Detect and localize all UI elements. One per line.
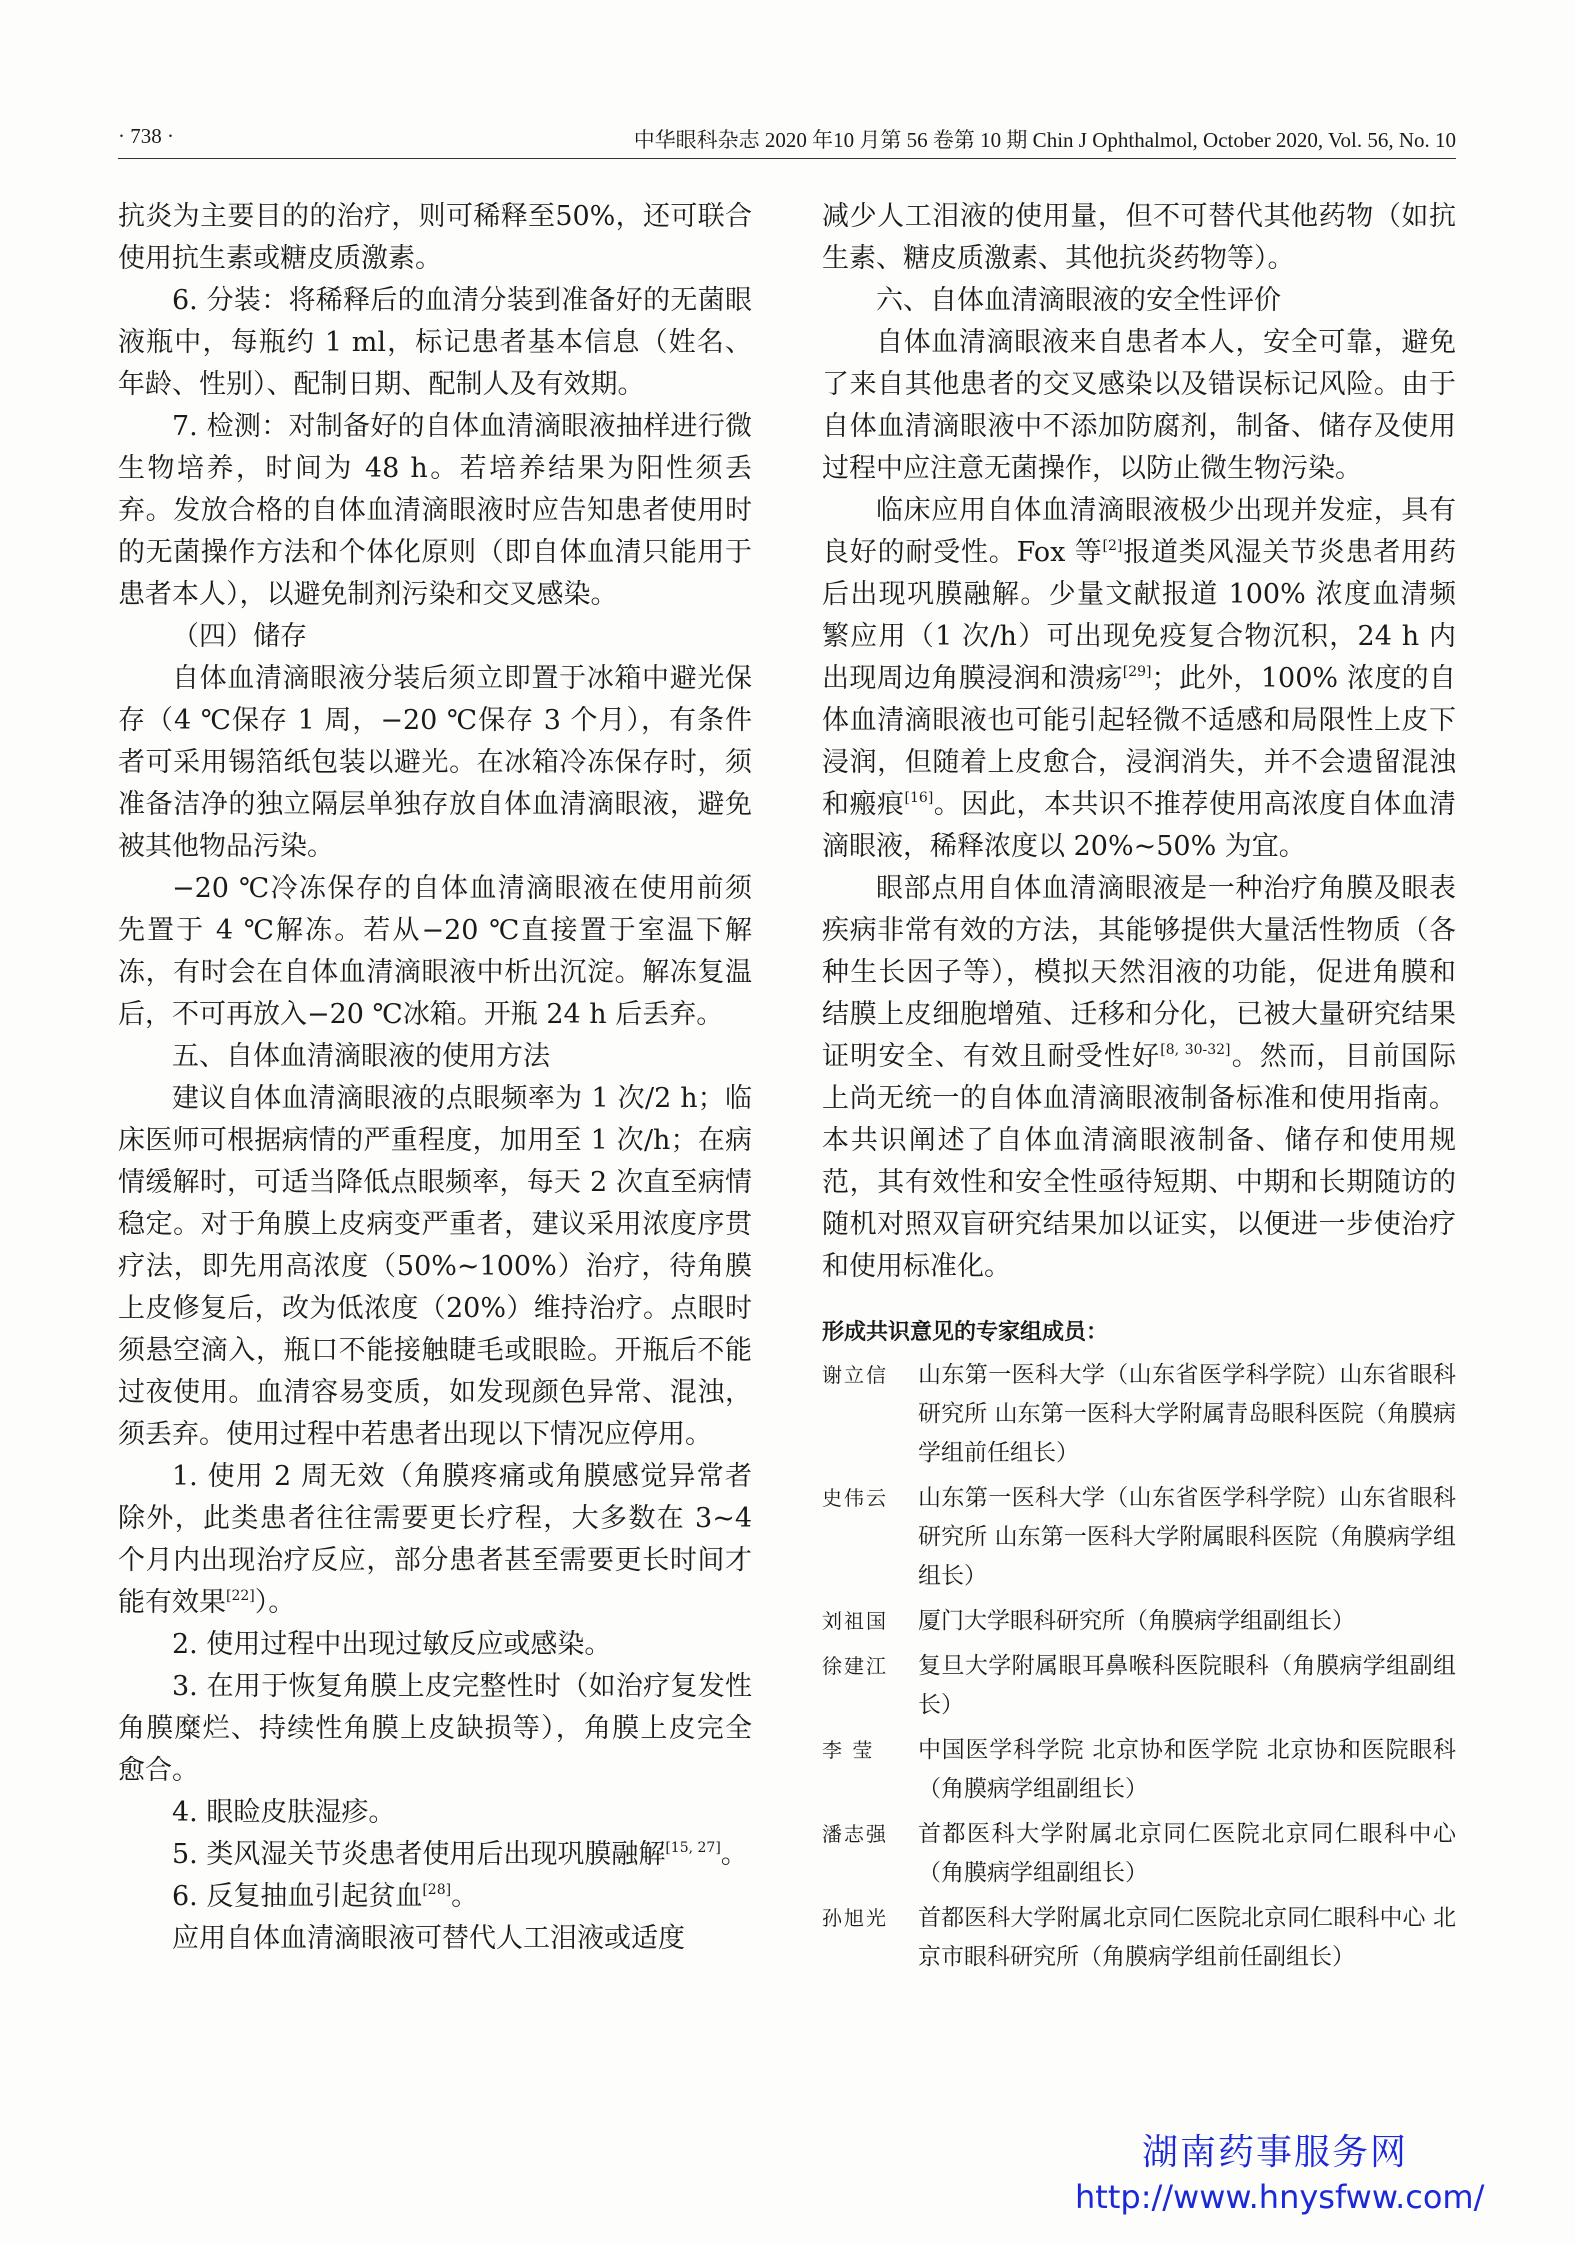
expert-affiliation: 山东第一医科大学（山东省医学科学院）山东省眼科研究所 山东第一医科大学附属青岛眼科医院（角膜病学组前任组长） <box>918 1362 1456 1466</box>
paragraph-text: 抗炎为主要目的的治疗，则可稀释至50%，还可联合使用抗生素或糖皮质激素。 <box>118 201 752 274</box>
expert-name: 潘志强 <box>822 1822 888 1846</box>
left-paragraph <box>118 196 752 280</box>
citation-ref: [16] <box>904 790 934 806</box>
expert-member <box>822 1479 1456 1596</box>
paragraph-text: 临床应用自体血清滴眼液极少出现并发症，具有良好的耐受性。Fox 等 <box>822 495 1456 568</box>
left-paragraph <box>118 616 752 658</box>
left-paragraph <box>118 1456 752 1624</box>
site-watermark <box>1075 2130 1485 2218</box>
left-paragraph <box>118 280 752 406</box>
paragraph-text: 五、自体血清滴眼液的使用方法 <box>172 1041 550 1072</box>
citation-ref: [8, 30-32] <box>1160 1042 1231 1058</box>
citation-ref: [22] <box>226 1588 255 1604</box>
expert-member <box>822 1731 1456 1809</box>
left-paragraph <box>118 1036 752 1078</box>
expert-name: 孙旭光 <box>822 1906 888 1930</box>
left-paragraph <box>118 658 752 868</box>
paragraph-text: −20 ℃冷冻保存的自体血清滴眼液在使用前须先置于 4 ℃解冻。若从−20 ℃直接置于室温下解冻，有时会在自体血清滴眼液中析出沉淀。解冻复温后，不可再放入−20 ℃冰箱。开瓶 24 h 后丢弃。 <box>118 873 752 1030</box>
paragraph-text: 自体血清滴眼液分装后须立即置于冰箱中避光保存（4 ℃保存 1 周，−20 ℃保存 3 个月），有条件者可采用锡箔纸包装以避光。在冰箱冷冻保存时，须准备洁净的独立隔层单独存放自体血清滴眼液，避免被其他物品污染。 <box>118 663 752 862</box>
right-column-body <box>822 196 1456 1288</box>
expert-affiliation: 山东第一医科大学（山东省医学科学院）山东省眼科研究所 山东第一医科大学附属眼科医院（角膜病学组组长） <box>918 1485 1456 1589</box>
citation-ref: [15, 27] <box>665 1840 721 1856</box>
expert-name: 徐建江 <box>822 1654 888 1678</box>
expert-name: 谢立信 <box>822 1363 888 1387</box>
expert-name: 史伟云 <box>822 1486 888 1510</box>
expert-affiliation: 中国医学科学院 北京协和医学院 北京协和医院眼科（角膜病学组副组长） <box>918 1737 1456 1802</box>
paragraph-text: 2. 使用过程中出现过敏反应或感染。 <box>172 1629 612 1660</box>
expert-member <box>822 1602 1456 1641</box>
right-paragraph <box>822 196 1456 280</box>
page-number: · 738 · <box>118 124 174 148</box>
left-paragraph <box>118 1918 752 1960</box>
left-paragraph <box>118 1666 752 1792</box>
paragraph-text: ）。 <box>254 1587 296 1618</box>
right-paragraph <box>822 280 1456 322</box>
expert-affiliation: 首都医科大学附属北京同仁医院北京同仁眼科中心 北京市眼科研究所（角膜病学组前任副组长） <box>918 1905 1456 1970</box>
paragraph-text: ；此外，100% 浓度的自体血清滴眼液也可能引起轻微不适感和局限性上皮下浸润，但随着上皮愈合，浸润消失，并不会遗留混浊和瘢痕 <box>822 663 1456 820</box>
right-column <box>822 196 1456 1977</box>
paragraph-text: 。然而，目前国际上尚无统一的自体血清滴眼液制备标准和使用指南。本共识阐述了自体血清滴眼液制备、储存和使用规范，其有效性和安全性亟待短期、中期和长期随访的随机对照双盲研究结果加以证实，以便进一步使治疗和使用标准化。 <box>822 1041 1457 1282</box>
left-paragraph <box>118 1624 752 1666</box>
expert-member <box>822 1899 1456 1977</box>
paragraph-text: 4. 眼睑皮肤湿疹。 <box>172 1797 396 1828</box>
journal-citation: 中华眼科杂志 2020 年10 月第 56 卷第 10 期 Chin J Ophthalmol, October 2020, Vol. 56, No. 10 <box>633 128 1456 152</box>
paragraph-text: 应用自体血清滴眼液可替代人工泪液或适度 <box>172 1923 685 1954</box>
paragraph-text: 7. 检测：对制备好的自体血清滴眼液抽样进行微生物培养，时间为 48 h。若培养结果为阳性须丢弃。发放合格的自体血清滴眼液时应告知患者使用时的无菌操作方法和个体化原则（即自体血清只能用于患者本人），以避免制剂污染和交叉感染。 <box>118 411 752 610</box>
page-header <box>118 118 1456 159</box>
paragraph-text: （四）储存 <box>172 621 307 652</box>
expert-name: 李 莹 <box>822 1738 875 1762</box>
citation-ref: [29] <box>1122 664 1152 680</box>
left-paragraph <box>118 1834 752 1876</box>
citation-ref: [28] <box>422 1882 452 1898</box>
citation-ref: [2] <box>1102 538 1123 554</box>
paragraph-text: 1. 使用 2 周无效（角膜疼痛或角膜感觉异常者除外，此类患者往往需要更长疗程，大多数在 3~4 个月内出现治疗反应，部分患者甚至需要更长时间才能有效果 <box>118 1461 752 1618</box>
expert-affiliation: 厦门大学眼科研究所（角膜病学组副组长） <box>918 1608 1355 1634</box>
left-column <box>118 196 752 1960</box>
left-paragraph <box>118 868 752 1036</box>
expert-member <box>822 1647 1456 1725</box>
paragraph-text: 。 <box>451 1881 479 1912</box>
left-paragraph <box>118 1876 752 1918</box>
paragraph-text: 6. 反复抽血引起贫血 <box>172 1881 423 1912</box>
expert-affiliation: 首都医科大学附属北京同仁医院北京同仁眼科中心（角膜病学组副组长） <box>918 1821 1456 1886</box>
paragraph-text: 眼部点用自体血清滴眼液是一种治疗角膜及眼表疾病非常有效的方法，其能够提供大量活性物质（各种生长因子等），模拟天然泪液的功能，促进角膜和结膜上皮细胞增殖、迁移和分化，已被大量研究结果证明安全、有效且耐受性好 <box>822 873 1456 1072</box>
right-paragraph <box>822 490 1456 868</box>
paragraph-text: 建议自体血清滴眼液的点眼频率为 1 次/2 h；临床医师可根据病情的严重程度，加用至 1 次/h；在病情缓解时，可适当降低点眼频率，每天 2 次直至病情稳定。对于角膜上皮病变严重者，建议采用浓度序贯疗法，即先用高浓度（50%~100%）治疗，待角膜上皮修复后，改为低浓度（20%）维持治疗。点眼时须悬空滴入，瓶口不能接触睫毛或眼睑。开瓶后不能过夜使用。血清容易变质，如发现颜色异常、混浊，须丢弃。使用过程中若患者出现以下情况应停用。 <box>118 1083 752 1450</box>
left-paragraph <box>118 1078 752 1456</box>
left-paragraph <box>118 406 752 616</box>
expert-name: 刘祖国 <box>822 1609 888 1633</box>
expert-member <box>822 1815 1456 1893</box>
expert-member <box>822 1356 1456 1473</box>
watermark-name: 湖南药事服务网 <box>1141 2132 1408 2173</box>
paragraph-text: 5. 类风湿关节炎患者使用后出现巩膜融解 <box>172 1839 666 1870</box>
paragraph-text: 自体血清滴眼液来自患者本人，安全可靠，避免了来自其他患者的交叉感染以及错误标记风险。由于自体血清滴眼液中不添加防腐剂，制备、储存及使用过程中应注意无菌操作，以防止微生物污染。 <box>822 327 1456 484</box>
experts-list <box>822 1356 1456 1977</box>
paragraph-text: 六、自体血清滴眼液的安全性评价 <box>876 285 1281 316</box>
right-paragraph <box>822 322 1456 490</box>
paragraph-text: 。因此，本共识不推荐使用高浓度自体血清滴眼液，稀释浓度以 20%~50% 为宜。 <box>822 789 1457 862</box>
watermark-url[interactable]: http://www.hnysfww.com/ <box>1075 2178 1485 2216</box>
left-paragraph <box>118 1792 752 1834</box>
expert-affiliation: 复旦大学附属眼耳鼻喉科医院眼科（角膜病学组副组长） <box>918 1653 1456 1718</box>
paragraph-text: 。 <box>720 1839 748 1870</box>
paragraph-text: 减少人工泪液的使用量，但不可替代其他药物（如抗生素、糖皮质激素、其他抗炎药物等）。 <box>822 201 1456 274</box>
experts-title: 形成共识意见的专家组成员： <box>822 1320 1109 1345</box>
paragraph-text: 6. 分装：将稀释后的血清分装到准备好的无菌眼液瓶中，每瓶约 1 ml，标记患者基本信息（姓名、年龄、性别）、配制日期、配制人及有效期。 <box>118 285 752 400</box>
right-paragraph <box>822 868 1456 1288</box>
paragraph-text: 3. 在用于恢复角膜上皮完整性时（如治疗复发性角膜糜烂、持续性角膜上皮缺损等），角膜上皮完全愈合。 <box>118 1671 752 1786</box>
paragraph-text: 报道类风湿关节炎患者用药后出现巩膜融解。少量文献报道 100% 浓度血清频繁应用（1 次/h）可出现免疫复合物沉积，24 h 内出现周边角膜浸润和溃疡 <box>822 537 1457 694</box>
